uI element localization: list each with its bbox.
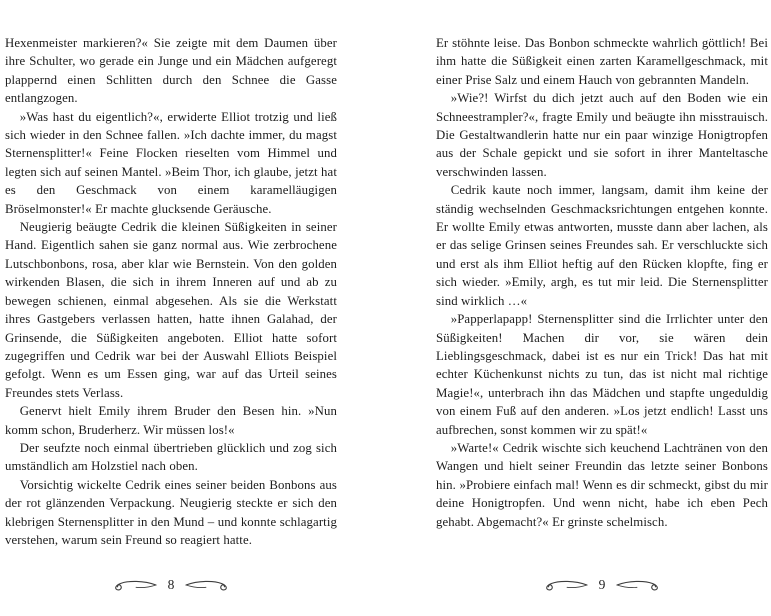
book-page-left <box>5 0 337 616</box>
paragraph: Er stöhnte leise. Das Bonbon schmeckte wahrlich göttlich! Bei ihm hatte die Süßigkeit einen zarten Karamellgeschmack, mit einer Prise Salz und einem Hauch von gebrannten Mandeln. <box>436 36 768 87</box>
paragraph: Neugierig beäugte Cedrik die kleinen Süßigkeiten in seiner Hand. Eigentlich sahen sie ganz normal aus. Wie zerbrochene Lutschbonbons, rosa, aber klar wie Bernstein. Von den golden wirkenden Blasen, die sich in ihrem Inneren auf und ab zu bewegen schienen, einmal abgesehen. Als sie die Werkstatt ihres Gastgebers verlassen hatten, hatte ihnen Galahad, der Grinsende, die Süßigkeiten angeboten. Elliot hatte sofort zugegriffen und Cedrik war bei der Auswahl Elliots Beispiel gefolgt. Wenn es um Essen ging, war auf das Urteil seines Freundes stets Verlass. <box>5 220 337 400</box>
page-body-text <box>5 34 337 572</box>
paragraph: »Wie?! Wirfst du dich jetzt auch auf den Boden wie ein Schneestrampler?«, fragte Emily und beäugte ihn misstrauisch. Die Gestaltwandlerin hatte nur ein paar winzige Honigtropfen aus der Schale gepickt und sie sofort in ihrer Manteltasche verschwinden lassen. <box>436 91 768 179</box>
flourish-right-icon <box>185 578 231 592</box>
page-number: 9 <box>598 577 606 593</box>
page-footer <box>436 574 768 596</box>
paragraph: Genervt hielt Emily ihrem Bruder den Besen hin. »Nun komm schon, Bruderherz. Wir müssen los!« <box>5 404 337 437</box>
book-page-right <box>436 0 768 616</box>
paragraph: Der seufzte noch einmal übertrieben glücklich und zog sich umständlich am Holzstiel nach oben. <box>5 440 337 474</box>
paragraph: »Was hast du eigentlich?«, erwiderte Elliot trotzig und ließ sich wieder in den Schnee fallen. »Ich dachte immer, du magst Sternensplitter!« Feine Flocken rieselten vom Himmel und legten sich auf seinen Mantel. »Beim Thor, ich glaube, jetzt hat es den Geschmack von einem karamelläugigen Bröselmonster!« Er machte glucksende Geräusche. <box>5 109 337 216</box>
page-body-text <box>436 34 768 572</box>
paragraph: Vorsichtig wickelte Cedrik eines seiner beiden Bonbons aus der rot glänzenden Verpackung. Neugierig steckte er sich den klebrigen Sternensplitter in den Mund – und konnte schlagartig verstehen, warum sein Freund so reagiert hatte. <box>5 477 337 547</box>
page-number: 8 <box>167 577 175 593</box>
flourish-right-icon <box>616 578 662 592</box>
flourish-left-icon <box>111 578 157 592</box>
paragraph: Cedrik kaute noch immer, langsam, damit ihm keine der ständig wechselnden Geschmacksrichtungen entgehen konnte. Er wollte Emily etwas antworten, musste dann aber lachen, als er das selige Grinsen seines Freundes sah. Er verschluckte sich und erst als ihm Elliot heftig auf den Rücken klopfte, fing er sich wieder. »Emily, argh, es tut mir leid. Die Sternensplitter sind wirklich …« <box>436 183 768 308</box>
page-footer <box>5 574 337 596</box>
flourish-left-icon <box>542 578 588 592</box>
paragraph: Hexenmeister markieren?« Sie zeigte mit dem Daumen über ihre Schulter, wo gerade ein Junge und ein Mädchen aufgeregt plappernd einen Schlitten durch den Schnee die Gasse entlangzogen. <box>5 36 337 106</box>
paragraph: »Warte!« Cedrik wischte sich keuchend Lachtränen von den Wangen und hielt seiner Freundin das letzte seiner Bonbons hin. »Probiere einfach mal! Wenn es dir schmeckt, gibst du mir deine Honigtropfen. Und wenn nicht, habe ich eben Pech gehabt. Abgemacht?« Er grinste schelmisch. <box>436 440 768 529</box>
paragraph: »Papperlapapp! Sternensplitter sind die Irrlichter unter den Süßigkeiten! Machen dir vor, sie wären dein Lieblingsgeschmack, dabei ist es nur ein Trick! Das hat mit echter Küchenkunst nichts zu tun, das ist nicht mal richtige Magie!«, unterbrach ihn das Mädchen und stapfte ungeduldig von einem Fuß auf den anderen. »Los jetzt endlich! Lasst uns aufbrechen, sonst kommen wir zu spät!« <box>436 312 768 437</box>
